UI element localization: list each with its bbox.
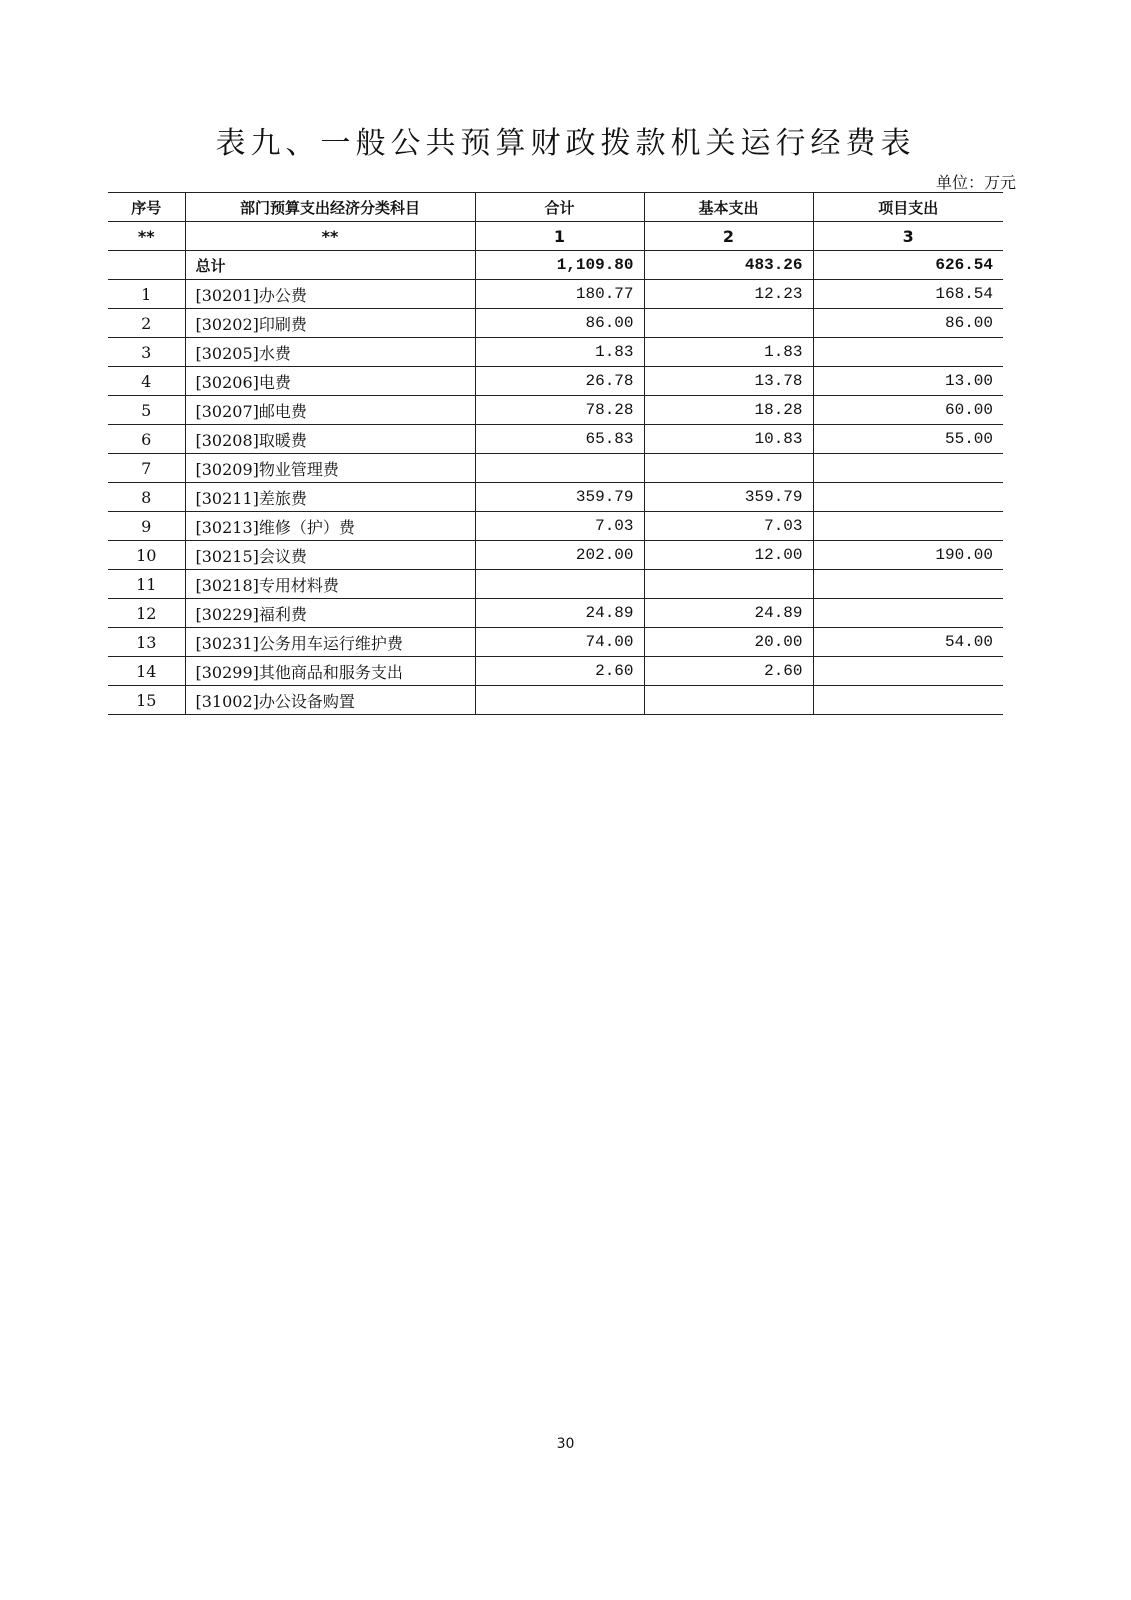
row-total: 1.83 <box>475 338 644 367</box>
row-seq: 10 <box>108 541 185 570</box>
total-basic: 483.26 <box>644 251 813 280</box>
total-row <box>108 251 1003 280</box>
row-project <box>813 657 1003 686</box>
row-basic <box>644 454 813 483</box>
row-total: 7.03 <box>475 512 644 541</box>
row-basic <box>644 570 813 599</box>
header-project: 项目支出 <box>813 193 1003 222</box>
header-row <box>108 193 1003 222</box>
table-row <box>108 570 1003 599</box>
row-seq: 14 <box>108 657 185 686</box>
row-project: 13.00 <box>813 367 1003 396</box>
row-seq: 9 <box>108 512 185 541</box>
row-seq: 8 <box>108 483 185 512</box>
page-title: 表九、一般公共预算财政拨款机关运行经费表 <box>215 126 916 161</box>
row-basic: 24.89 <box>644 599 813 628</box>
row-total <box>475 454 644 483</box>
row-total: 26.78 <box>475 367 644 396</box>
index-cell: 1 <box>475 222 644 251</box>
row-total: 2.60 <box>475 657 644 686</box>
row-seq: 5 <box>108 396 185 425</box>
row-category: [30215]会议费 <box>185 541 475 570</box>
table-row <box>108 425 1003 454</box>
row-project: 190.00 <box>813 541 1003 570</box>
row-category: [30206]电费 <box>185 367 475 396</box>
row-basic: 18.28 <box>644 396 813 425</box>
row-project <box>813 512 1003 541</box>
row-project: 60.00 <box>813 396 1003 425</box>
row-seq: 15 <box>108 686 185 715</box>
budget-table <box>108 192 1003 715</box>
row-seq: 3 <box>108 338 185 367</box>
row-category: [30209]物业管理费 <box>185 454 475 483</box>
index-row <box>108 222 1003 251</box>
row-category: [30211]差旅费 <box>185 483 475 512</box>
row-category: [30229]福利费 <box>185 599 475 628</box>
header-total: 合计 <box>475 193 644 222</box>
row-project <box>813 599 1003 628</box>
table-row <box>108 280 1003 309</box>
row-project <box>813 570 1003 599</box>
row-category: [31002]办公设备购置 <box>185 686 475 715</box>
table-row <box>108 483 1003 512</box>
row-basic: 359.79 <box>644 483 813 512</box>
row-seq: 11 <box>108 570 185 599</box>
unit-label: 单位：万元 <box>935 173 1016 192</box>
row-project <box>813 483 1003 512</box>
row-category: [30299]其他商品和服务支出 <box>185 657 475 686</box>
index-cell: ** <box>108 222 185 251</box>
header-category: 部门预算支出经济分类科目 <box>185 193 475 222</box>
row-basic: 13.78 <box>644 367 813 396</box>
row-seq: 12 <box>108 599 185 628</box>
table-row <box>108 657 1003 686</box>
page-number: 30 <box>556 1436 575 1452</box>
row-project: 55.00 <box>813 425 1003 454</box>
table-row <box>108 541 1003 570</box>
row-basic: 20.00 <box>644 628 813 657</box>
row-category: [30201]办公费 <box>185 280 475 309</box>
row-category: [30208]取暖费 <box>185 425 475 454</box>
row-basic: 10.83 <box>644 425 813 454</box>
row-category: [30205]水费 <box>185 338 475 367</box>
table-row <box>108 512 1003 541</box>
row-project <box>813 454 1003 483</box>
row-total: 86.00 <box>475 309 644 338</box>
index-cell: ** <box>185 222 475 251</box>
row-total: 65.83 <box>475 425 644 454</box>
row-total: 202.00 <box>475 541 644 570</box>
header-basic: 基本支出 <box>644 193 813 222</box>
table-row <box>108 686 1003 715</box>
row-project: 86.00 <box>813 309 1003 338</box>
row-seq: 1 <box>108 280 185 309</box>
table-header <box>108 193 1003 222</box>
total-label: 总计 <box>185 251 475 280</box>
index-cell: 3 <box>813 222 1003 251</box>
row-basic: 12.23 <box>644 280 813 309</box>
table-row <box>108 338 1003 367</box>
row-category: [30218]专用材料费 <box>185 570 475 599</box>
total-seq <box>108 251 185 280</box>
row-project: 168.54 <box>813 280 1003 309</box>
index-cell: 2 <box>644 222 813 251</box>
row-total: 24.89 <box>475 599 644 628</box>
row-seq: 2 <box>108 309 185 338</box>
row-total: 359.79 <box>475 483 644 512</box>
table-row <box>108 599 1003 628</box>
row-basic: 2.60 <box>644 657 813 686</box>
table-row <box>108 367 1003 396</box>
row-category: [30213]维修（护）费 <box>185 512 475 541</box>
row-project: 54.00 <box>813 628 1003 657</box>
row-basic: 7.03 <box>644 512 813 541</box>
row-project <box>813 338 1003 367</box>
row-seq: 6 <box>108 425 185 454</box>
row-seq: 13 <box>108 628 185 657</box>
row-seq: 4 <box>108 367 185 396</box>
header-seq: 序号 <box>108 193 185 222</box>
total-project: 626.54 <box>813 251 1003 280</box>
row-basic: 1.83 <box>644 338 813 367</box>
row-seq: 7 <box>108 454 185 483</box>
row-project <box>813 686 1003 715</box>
table-row <box>108 396 1003 425</box>
table-row <box>108 454 1003 483</box>
row-basic <box>644 309 813 338</box>
table-row <box>108 309 1003 338</box>
row-total: 74.00 <box>475 628 644 657</box>
table-body <box>108 222 1003 715</box>
row-basic: 12.00 <box>644 541 813 570</box>
row-category: [30202]印刷费 <box>185 309 475 338</box>
row-basic <box>644 686 813 715</box>
table-row <box>108 628 1003 657</box>
row-total: 180.77 <box>475 280 644 309</box>
row-total <box>475 570 644 599</box>
row-total: 78.28 <box>475 396 644 425</box>
row-category: [30231]公务用车运行维护费 <box>185 628 475 657</box>
row-total <box>475 686 644 715</box>
total-sum: 1,109.80 <box>475 251 644 280</box>
row-category: [30207]邮电费 <box>185 396 475 425</box>
